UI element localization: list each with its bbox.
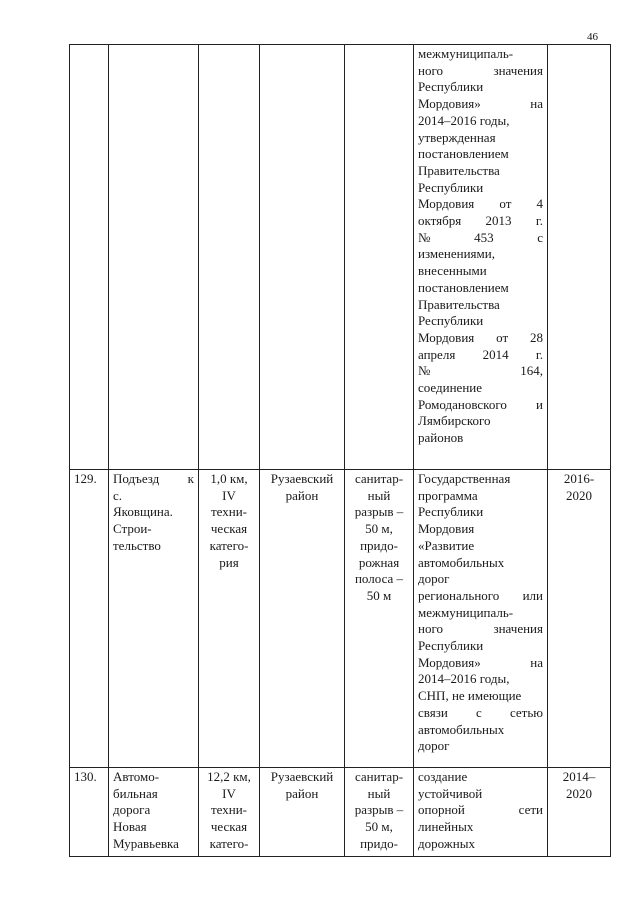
cell-district — [260, 45, 345, 470]
cell-number — [70, 45, 109, 470]
cell-line: техни- — [210, 802, 248, 818]
cell-line: IV — [222, 785, 236, 801]
cell-line: Мордовия от 28 — [418, 329, 543, 345]
roads-table — [69, 44, 611, 857]
cell-line: дорог — [418, 738, 450, 754]
cell-line: регионального или — [418, 587, 543, 603]
cell-number — [70, 470, 109, 768]
cell-number — [70, 768, 109, 857]
cell-line: 2014–2016 годы, — [418, 112, 510, 128]
cell-line: дорожных — [418, 835, 475, 851]
cell-district — [260, 470, 345, 768]
cell-line: Государственная — [418, 471, 511, 486]
cell-line: Республики — [418, 504, 484, 520]
cell-line: Муравьевка — [113, 835, 179, 851]
cell-line: Лямбирского — [418, 413, 491, 429]
cell-line: Мордовия» на — [418, 654, 543, 670]
cell-line: Рузаевский — [270, 769, 334, 784]
cell-line: Ромодановского и — [418, 396, 543, 412]
cell-characteristics — [199, 45, 260, 470]
cell-line: с. — [113, 487, 123, 503]
cell-text: 129. — [74, 471, 97, 486]
cell-line: Новая — [113, 819, 147, 835]
cell-line: Правительства — [418, 162, 500, 178]
cell-line: 50 м — [366, 587, 392, 603]
cell-line: дорог — [418, 571, 450, 587]
cell-basis — [414, 768, 548, 857]
cell-line: Республики — [418, 179, 484, 195]
cell-object-name — [109, 45, 199, 470]
table-row — [70, 768, 611, 857]
cell-line: октября 2013 г. — [418, 213, 543, 229]
cell-line: межмуниципаль- — [418, 604, 514, 620]
cell-line: создание — [418, 769, 468, 784]
cell-line: изменениями, — [418, 246, 495, 262]
cell-line: район — [285, 487, 319, 503]
cell-line: 2020 — [566, 487, 592, 503]
cell-district — [260, 768, 345, 857]
cell-object-name — [109, 470, 199, 768]
cell-line: 2014– — [562, 769, 596, 784]
cell-object-name — [109, 768, 199, 857]
cell-line: утвержденная — [418, 129, 496, 145]
cell-line: Яковщина. — [113, 504, 173, 520]
cell-line: внесенными — [418, 263, 487, 279]
cell-line: ческая — [210, 819, 248, 835]
cell-line: 2016- — [563, 471, 595, 486]
cell-line: связи с сетью — [418, 704, 543, 720]
cell-line: постановлением — [418, 279, 509, 295]
cell-line: рожная — [358, 554, 400, 570]
cell-characteristics — [199, 470, 260, 768]
cell-line: санитар- — [354, 769, 404, 784]
cell-line: ного значения — [418, 62, 543, 78]
cell-line: ного значения — [418, 621, 543, 637]
cell-zone — [345, 470, 414, 768]
cell-line: ный — [367, 487, 391, 503]
cell-line: полоса – — [354, 571, 404, 587]
cell-line: линейных — [418, 819, 474, 835]
cell-line: ный — [367, 785, 391, 801]
cell-line: 2020 — [566, 785, 592, 801]
cell-line: район — [285, 785, 319, 801]
cell-line: Республики — [418, 313, 484, 329]
cell-line: катего- — [209, 835, 249, 851]
cell-line: устойчивой — [418, 785, 483, 801]
cell-line: автомобильных — [418, 554, 505, 570]
cell-term — [548, 470, 611, 768]
cell-line: автомобильных — [418, 721, 505, 737]
cell-line: катего- — [209, 537, 249, 553]
cell-line: Строи- — [113, 521, 152, 537]
cell-line: Правительства — [418, 296, 500, 312]
cell-line: 12,2 км, — [207, 769, 251, 784]
cell-line: районов — [418, 430, 464, 446]
cell-line: придо- — [360, 537, 398, 553]
cell-line: разрыв – — [354, 802, 404, 818]
cell-term — [548, 45, 611, 470]
cell-line: постановлением — [418, 146, 509, 162]
cell-line: межмуниципаль- — [418, 46, 514, 61]
cell-line: 2014–2016 годы, — [418, 671, 510, 687]
cell-line: СНП, не имеющие — [418, 688, 522, 704]
cell-line: IV — [222, 487, 236, 503]
cell-characteristics — [199, 768, 260, 857]
cell-line: бильная — [113, 785, 158, 801]
cell-line: придо- — [360, 835, 398, 851]
cell-line: соединение — [418, 380, 483, 396]
table-row — [70, 45, 611, 470]
cell-line: Мордовия» на — [418, 96, 543, 112]
cell-line: программа — [418, 487, 478, 503]
cell-line: № 164, — [418, 363, 543, 379]
cell-line: Автомо- — [113, 769, 160, 784]
cell-line: Республики — [418, 79, 484, 95]
cell-basis — [414, 470, 548, 768]
cell-line: «Развитие — [418, 537, 475, 553]
cell-line: Рузаевский — [270, 471, 334, 486]
cell-zone — [345, 768, 414, 857]
page-number: 46 — [587, 31, 598, 43]
cell-term — [548, 768, 611, 857]
cell-line: ческая — [210, 521, 248, 537]
cell-text: 130. — [74, 769, 97, 784]
cell-line: разрыв – — [354, 504, 404, 520]
cell-line: Республики — [418, 638, 484, 654]
cell-line: 50 м, — [365, 521, 393, 537]
cell-line: Мордовия — [418, 521, 475, 537]
cell-basis — [414, 45, 548, 470]
cell-line: апреля 2014 г. — [418, 346, 543, 362]
cell-line: санитар- — [354, 471, 404, 486]
cell-line: 1,0 км, — [210, 471, 248, 486]
cell-line: техни- — [210, 504, 248, 520]
cell-line: опорной сети — [418, 802, 543, 818]
cell-line: 50 м, — [365, 819, 393, 835]
cell-line: тельство — [113, 537, 161, 553]
cell-line: рия — [219, 554, 239, 570]
cell-line: Мордовия от 4 — [418, 196, 543, 212]
cell-line: № 453 с — [418, 229, 543, 245]
cell-line: Подъезд к — [113, 471, 194, 486]
table-row — [70, 470, 611, 768]
cell-line: дорога — [113, 802, 151, 818]
cell-zone — [345, 45, 414, 470]
